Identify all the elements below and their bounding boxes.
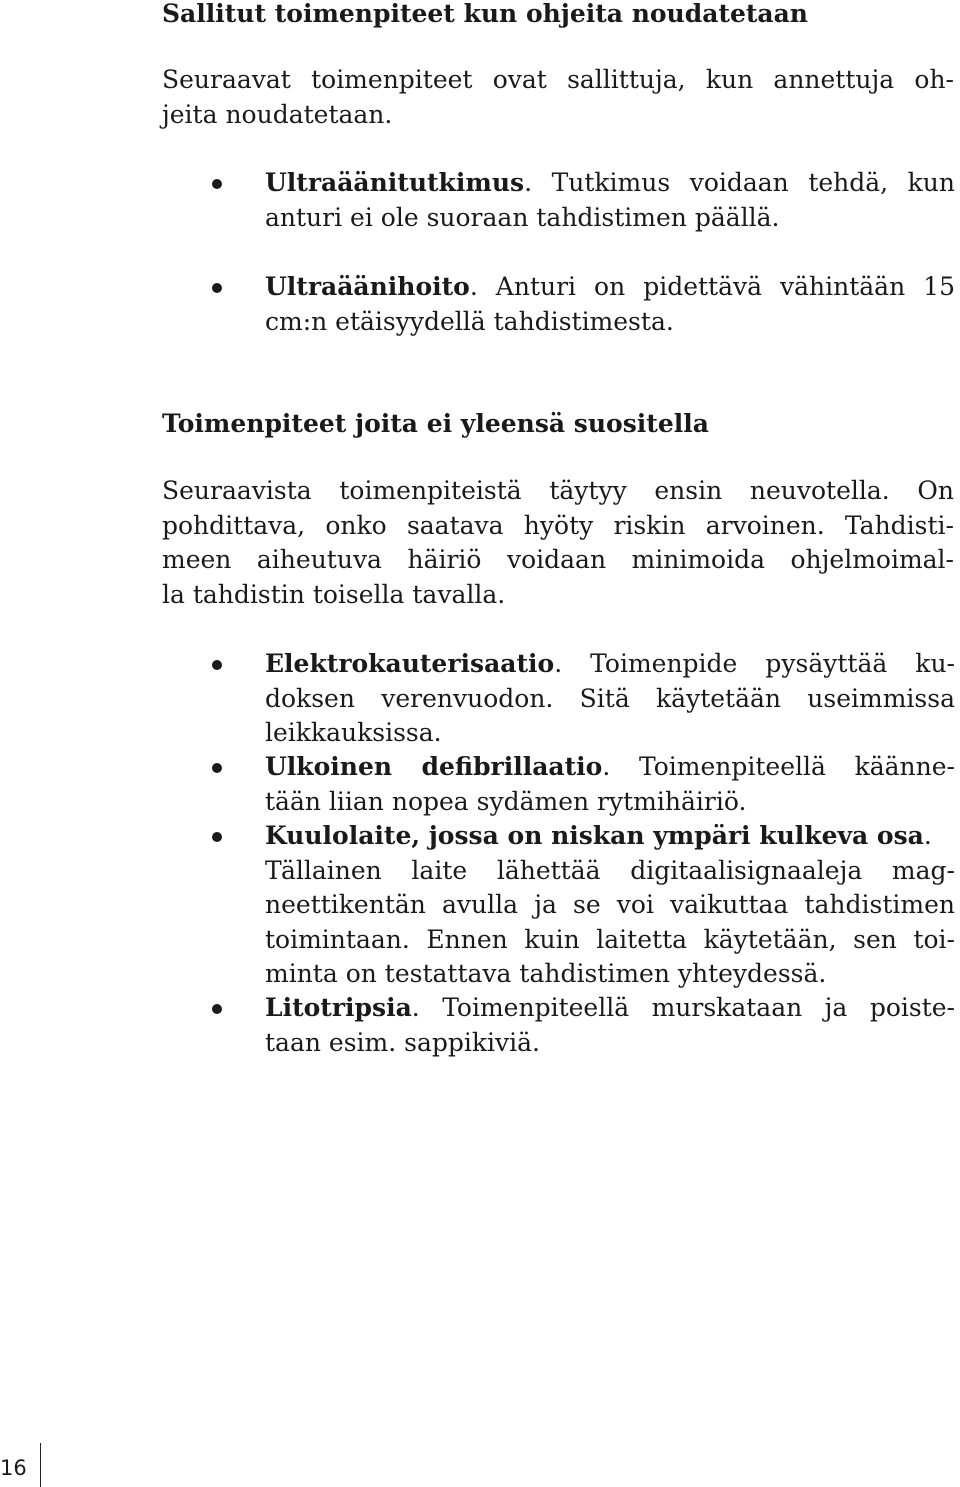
bullet-icon [212,283,222,293]
bullet-icon [212,1004,222,1014]
item-term: Kuulolaite, jossa on niskan ympäri kulkeva osa [265,821,924,850]
item-text: . Toimenpide pysäyttää ku- [554,649,955,678]
list-item-lithotripsy [265,991,955,1060]
intro-line: Seuraavista toimenpiteistä täytyy ensin neuvotella. On [162,476,954,505]
bullet-icon [212,660,222,670]
list-item-ultrasound-exam [265,166,955,235]
section-heading-not-recommended: Toimenpiteet joita ei yleensä suositella [162,409,709,438]
item-text-line: leikkauksissa. [265,718,442,747]
item-text: . Toimenpiteellä käänne- [602,752,955,781]
item-text-line: Tällainen laite lähettää digitaalisignaaleja mag- [265,855,955,885]
list-item-ultrasound-therapy [265,270,955,339]
item-text-line: doksen verenvuodon. Sitä käytetään useimmissa [265,683,955,713]
intro-line: meen aiheutuva häiriö voidaan minimoida ohjelmoimal- [162,545,954,574]
item-term: Ultraäänitutkimus [265,168,525,197]
page-number: 16 [0,1456,27,1480]
item-text-line: toimintaan. Ennen kuin laitetta käytetään, sen toi- [265,924,955,954]
list-item-hearing-aid [265,819,955,992]
item-text-line: neettikentän avulla ja se voi vaikuttaa tahdistimen [265,890,955,919]
bullet-icon [212,832,222,842]
item-term: Ulkoinen defibrillaatio [265,752,603,781]
item-text: . Toimenpiteellä murskataan ja poiste- [411,993,955,1022]
intro-line: Seuraavat toimenpiteet ovat sallittuja, kun annettuja oh- [162,65,954,94]
margin-divider [40,1443,41,1487]
item-text: . [923,821,932,850]
list-item-external-defibrillation [265,750,955,819]
item-text: . Anturi on pidettävä vähintään 15 [469,272,955,301]
item-text-line: taan esim. sappikiviä. [265,1027,540,1057]
section-heading-allowed: Sallitut toimenpiteet kun ohjeita noudatetaan [162,0,808,28]
item-text-line: cm:n etäisyydellä tahdistimesta. [265,306,674,336]
item-term: Elektrokauterisaatio [265,649,555,678]
item-text: . Tutkimus voidaan tehdä, kun [524,168,955,197]
item-text-line: tään liian nopea sydämen rytmihäiriö. [265,786,747,816]
intro-line: la tahdistin toisella tavalla. [162,579,506,609]
item-text-line: minta on testattava tahdistimen yhteydessä. [265,959,827,988]
intro-line: jeita noudatetaan. [162,99,393,129]
bullet-icon [212,763,222,773]
section-intro-not-recommended [162,474,954,612]
item-text-line: anturi ei ole suoraan tahdistimen päällä. [265,202,780,232]
item-term: Ultraäänihoito [265,272,470,301]
bullet-icon [212,179,222,189]
item-term: Litotripsia [265,993,412,1022]
intro-line: pohdittava, onko saatava hyöty riskin arvoinen. Tahdisti- [162,510,954,540]
list-item-electrocautery [265,647,955,751]
section-intro-allowed [162,63,954,132]
